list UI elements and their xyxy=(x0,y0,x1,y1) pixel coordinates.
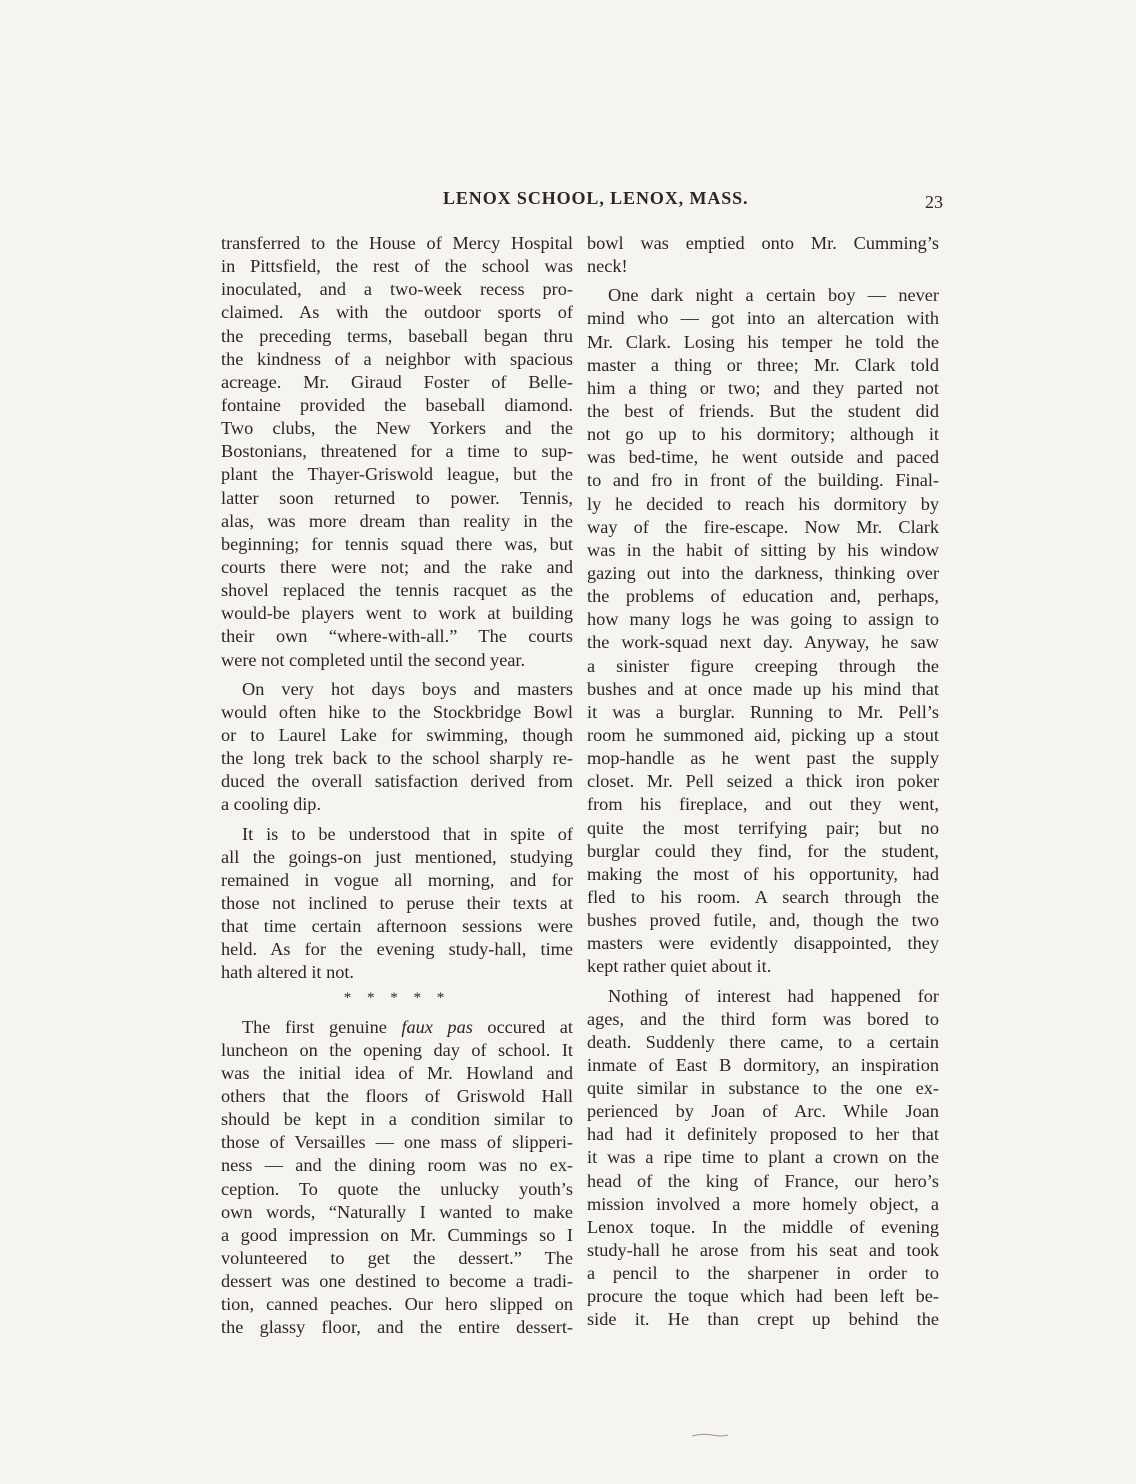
text-line: hath altered it not. xyxy=(221,962,355,983)
text-line: tion, canned peaches. Our hero slipped on xyxy=(221,1294,573,1315)
smudge-mark xyxy=(690,1432,730,1438)
text-line: it was a burglar. Running to Mr. Pell’s xyxy=(587,701,939,722)
text-line: ness — and the dining room was no ex- xyxy=(221,1155,573,1176)
text-line: was bed-time, he went outside and paced xyxy=(587,447,939,468)
text-line: ception. To quote the unlucky youth’s xyxy=(221,1178,573,1199)
text-line: mission involved a more homely object, a xyxy=(587,1193,939,1214)
text-line: in Pittsfield, the rest of the school was xyxy=(221,256,573,277)
text-line: mind who — got into an altercation with xyxy=(587,308,939,329)
text-line: The first genuine faux pas occured at xyxy=(242,1016,573,1037)
text-line: making the most of his opportunity, had xyxy=(587,863,939,884)
text-line: duced the overall satisfaction derived from xyxy=(221,771,573,792)
text-line: those of Versailles — one mass of slipperi- xyxy=(221,1132,573,1153)
text-line: fontaine provided the baseball diamond. xyxy=(221,394,573,415)
text-line: others that the floors of Griswold Hall xyxy=(221,1086,573,1107)
text-line: it was a ripe time to plant a crown on the xyxy=(587,1147,939,1168)
text-line: acreage. Mr. Giraud Foster of Belle- xyxy=(221,371,573,392)
text-line: the long trek back to the school sharply re- xyxy=(221,748,573,769)
text-line: remained in vogue all morning, and for xyxy=(221,869,573,890)
text-line: inoculated, and a two-week recess pro- xyxy=(221,279,573,300)
text-line: him a thing or two; and they parted not xyxy=(587,377,939,398)
text-line: the problems of education and, perhaps, xyxy=(587,586,939,607)
right-text-column xyxy=(587,232,939,1332)
text-line: side it. He than crept up behind the xyxy=(587,1309,939,1330)
text-line: neck! xyxy=(587,256,628,277)
text-line: masters were evidently disappointed, they xyxy=(587,933,939,954)
text-line: quite similar in substance to the one ex- xyxy=(587,1078,939,1099)
text-line: that time certain afternoon sessions were xyxy=(221,916,573,937)
page-number: 23 xyxy=(925,192,943,212)
text-line: would-be players went to work at building xyxy=(221,603,573,624)
text-line: had had it definitely proposed to her that xyxy=(587,1124,939,1145)
text-line: to and fro in front of the building. Final- xyxy=(587,470,939,491)
text-line: from his fireplace, and out they went, xyxy=(587,794,939,815)
text-line: One dark night a certain boy — never xyxy=(608,285,939,306)
text-line: dessert was one destined to become a tradi- xyxy=(221,1271,573,1292)
text-line: gazing out into the darkness, thinking over xyxy=(587,562,939,583)
text-line: their own “where-with-all.” The courts xyxy=(221,626,573,647)
text-line: inmate of East B dormitory, an inspiration xyxy=(587,1054,939,1075)
text-line: closet. Mr. Pell seized a thick iron poker xyxy=(587,771,939,792)
text-line: It is to be understood that in spite of xyxy=(242,823,573,844)
text-line: study-hall he arose from his seat and took xyxy=(587,1240,939,1261)
text-line: the best of friends. But the student did xyxy=(587,400,939,421)
text-line: were not completed until the second year. xyxy=(221,649,526,670)
text-line: would often hike to the Stockbridge Bowl xyxy=(221,701,573,722)
text-line: head of the king of France, our hero’s xyxy=(587,1170,939,1191)
text-line: all the goings-on just mentioned, studying xyxy=(221,846,573,867)
text-line: luncheon on the opening day of school. It xyxy=(221,1039,573,1060)
text-line: courts there were not; and the rake and xyxy=(221,556,573,577)
text-line: quite the most terrifying pair; but no xyxy=(587,817,939,838)
text-line: beginning; for tennis squad there was, but xyxy=(221,533,573,554)
text-line: transferred to the House of Mercy Hospital xyxy=(221,233,573,253)
text-line: * * * * * xyxy=(343,989,451,1006)
text-line: ly he decided to reach his dormitory by xyxy=(587,493,939,514)
text-line: bowl was emptied onto Mr. Cumming’s xyxy=(587,233,939,253)
text-line: a cooling dip. xyxy=(221,794,322,815)
text-line: Nothing of interest had happened for xyxy=(608,985,939,1006)
text-line: burglar could they find, for the student, xyxy=(587,840,939,861)
text-line: fled to his room. A search through the xyxy=(587,886,939,907)
text-line: shovel replaced the tennis racquet as the xyxy=(221,580,573,601)
text-line: a pencil to the sharpener in order to xyxy=(587,1263,939,1284)
text-line: alas, was more dream than reality in the xyxy=(221,510,573,531)
text-line: way of the fire-escape. Now Mr. Clark xyxy=(587,516,939,537)
text-line: the preceding terms, baseball began thru xyxy=(221,325,573,346)
text-line: was in the habit of sitting by his window xyxy=(587,539,939,560)
text-line: mop-handle as he went past the supply xyxy=(587,748,939,769)
italic-phrase: faux pas xyxy=(401,1016,473,1037)
text-line: Bostonians, threatened for a time to sup- xyxy=(221,441,573,462)
text-line: bushes and at once made up his mind that xyxy=(587,678,939,699)
text-line: or to Laurel Lake for swimming, though xyxy=(221,724,573,745)
text-line: those not inclined to peruse their texts at xyxy=(221,892,573,913)
text-line: Mr. Clark. Losing his temper he told the xyxy=(587,331,939,352)
text-line: latter soon returned to power. Tennis, xyxy=(221,487,573,508)
text-line: the kindness of a neighbor with spacious xyxy=(221,348,573,369)
text-line: perienced by Joan of Arc. While Joan xyxy=(587,1101,939,1122)
text-line: room he summoned aid, picking up a stout xyxy=(587,724,939,745)
text-line: death. Suddenly there came, to a certain xyxy=(587,1031,939,1052)
left-text-column xyxy=(221,232,573,1340)
text-line: the work-squad next day. Anyway, he saw xyxy=(587,632,939,653)
text-line: On very hot days boys and masters xyxy=(242,678,573,699)
text-line: bushes proved futile, and, though the two xyxy=(587,910,939,931)
text-line: claimed. As with the outdoor sports of xyxy=(221,302,573,323)
text-line: how many logs he was going to assign to xyxy=(587,609,939,630)
text-line: Lenox toque. In the middle of evening xyxy=(587,1216,939,1237)
text-line: should be kept in a condition similar to xyxy=(221,1109,573,1130)
text-line: was the initial idea of Mr. Howland and xyxy=(221,1062,573,1083)
text-line: volunteered to get the dessert.” The xyxy=(221,1248,573,1269)
text-line: master a thing or three; Mr. Clark told xyxy=(587,354,939,375)
text-line: held. As for the evening study-hall, time xyxy=(221,939,573,960)
text-line: a sinister figure creeping through the xyxy=(587,655,939,676)
text-line: Two clubs, the New Yorkers and the xyxy=(221,418,573,439)
running-head: LENOX SCHOOL, LENOX, MASS. xyxy=(443,188,749,208)
text-line: a good impression on Mr. Cummings so I xyxy=(221,1224,573,1245)
text-line: plant the Thayer-Griswold league, but the xyxy=(221,464,573,485)
text-line: procure the toque which had been left be- xyxy=(587,1286,939,1307)
text-line: the glassy floor, and the entire dessert- xyxy=(221,1317,573,1338)
text-line: ages, and the third form was bored to xyxy=(587,1008,939,1029)
text-line: own words, “Naturally I wanted to make xyxy=(221,1201,573,1222)
text-line: kept rather quiet about it. xyxy=(587,956,772,977)
text-line: not go up to his dormitory; although it xyxy=(587,424,939,445)
